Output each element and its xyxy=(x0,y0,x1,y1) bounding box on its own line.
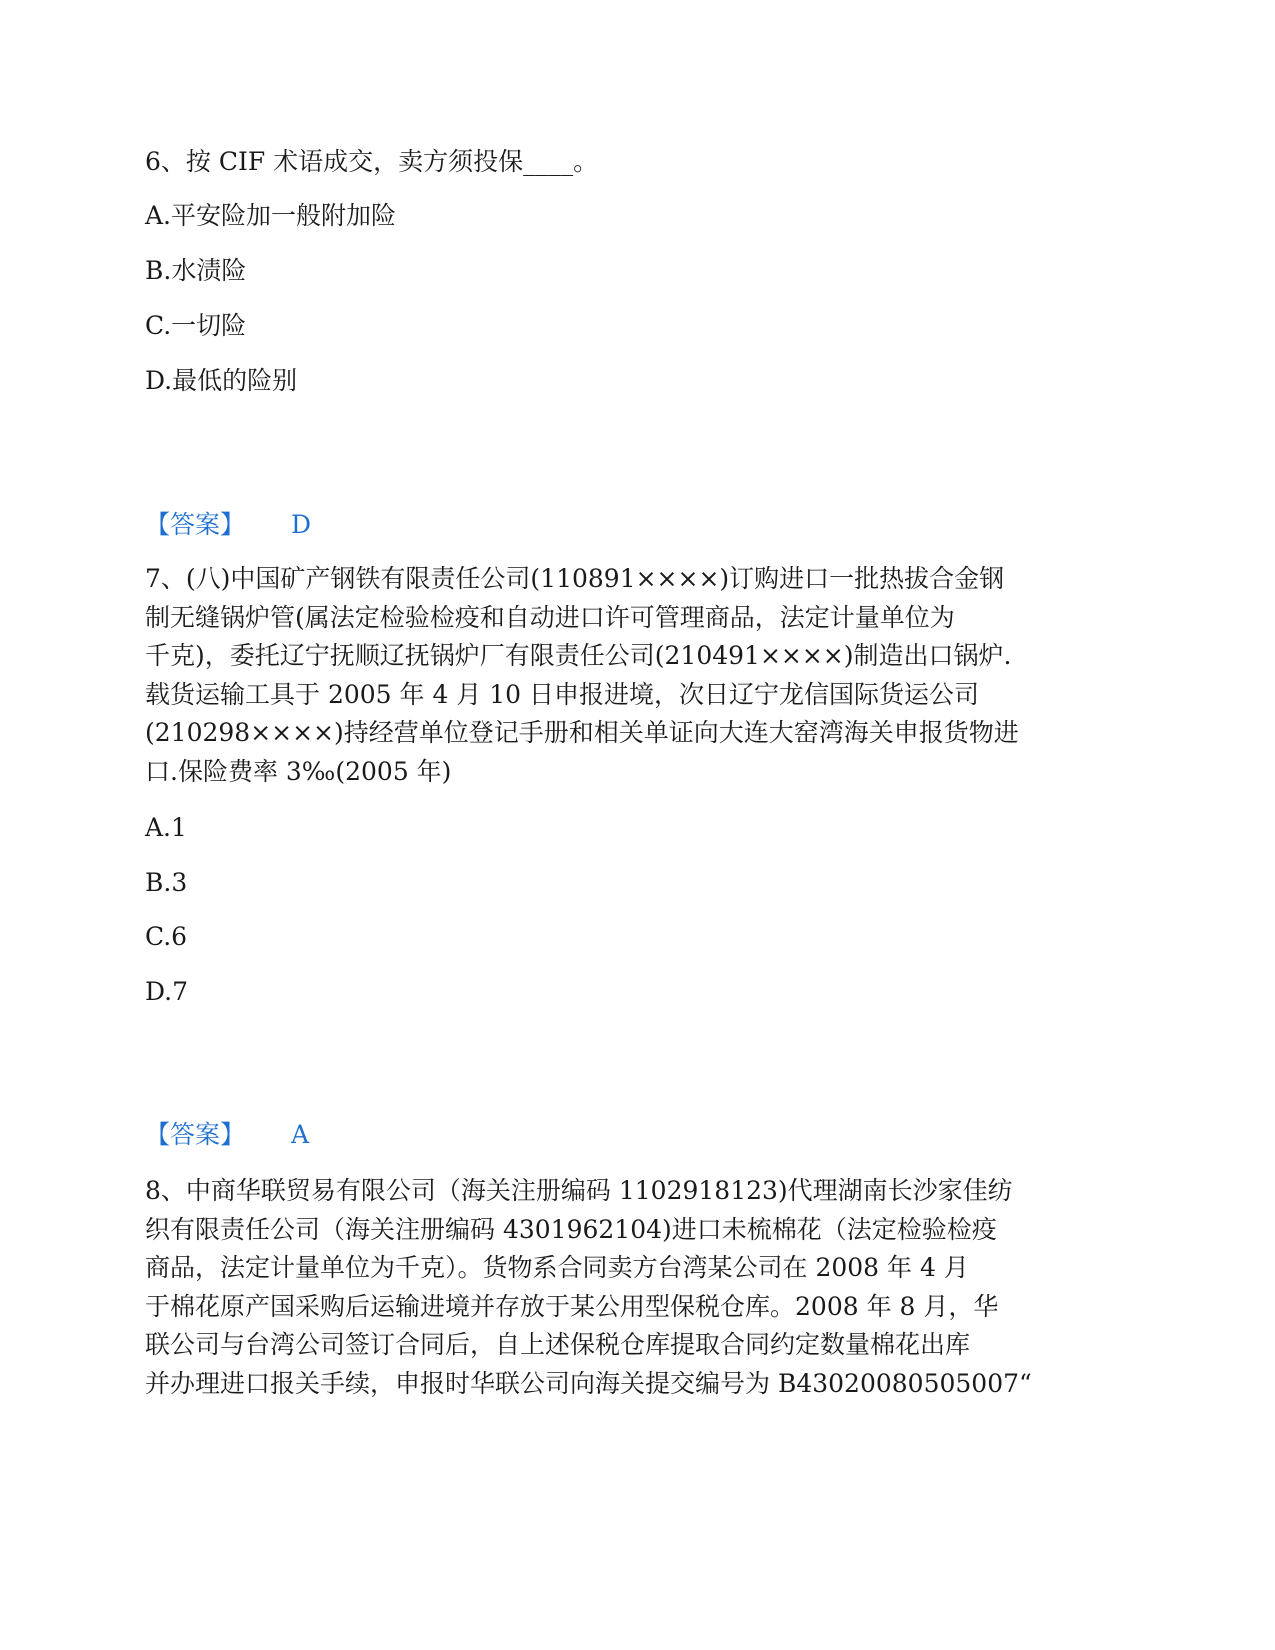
question-6-option-d: D.最低的险别 xyxy=(145,366,298,395)
question-7-option-b: B.3 xyxy=(145,868,188,897)
answer-6-value: D xyxy=(291,510,312,539)
answer-7-value: A xyxy=(291,1120,310,1149)
question-8-line: 8、中商华联贸易有限公司（海关注册编码 1102918123)代理湖南长沙家佳纺 xyxy=(145,1176,1013,1205)
answer-6-tag: 【答案】 xyxy=(145,510,246,539)
question-8-line: 商品，法定计量单位为千克）。货物系合同卖方台湾某公司在 2008 年 4 月 xyxy=(145,1253,969,1282)
question-7-stem xyxy=(145,560,1105,791)
question-8-line: 于棉花原产国采购后运输进境并存放于某公用型保税仓库。2008 年 8 月，华 xyxy=(145,1291,999,1321)
question-7-line: 载货运输工具于 2005 年 4 月 10 日申报进境，次日辽宁龙信国际货运公司 xyxy=(145,679,980,709)
question-7-line: 7、(八)中国矿产钢铁有限责任公司(110891××××)订购进口一批热拔合金钢 xyxy=(145,564,1005,593)
question-7-line: (210298××××)持经营单位登记手册和相关单证向大连大窑湾海关申报货物进 xyxy=(145,718,1019,747)
question-8-stem xyxy=(145,1172,1105,1403)
question-8-line: 并办理进口报关手续，申报时华联公司向海关提交编号为 B43020080505007“ xyxy=(145,1368,1032,1398)
answer-6 xyxy=(145,508,311,542)
question-8-line: 联公司与台湾公司签订合同后，自上述保税仓库提取合同约定数量棉花出库 xyxy=(145,1330,971,1359)
question-7-line: 制无缝锅炉管(属法定检验检疫和自动进口许可管理商品，法定计量单位为 xyxy=(145,602,955,632)
question-7-line: 千克)，委托辽宁抚顺辽抚锅炉厂有限责任公司(210491××××)制造出口锅炉. xyxy=(145,641,1012,670)
question-7-line: 口.保险费率 3‰(2005 年) xyxy=(145,756,452,786)
question-6-option-a: A.平安险加一般附加险 xyxy=(145,201,397,230)
question-7-option-c: C.6 xyxy=(145,922,188,951)
question-8-line: 织有限责任公司（海关注册编码 4301962104)进口未梳棉花（法定检验检疫 xyxy=(145,1214,997,1244)
question-7-option-a: A.1 xyxy=(145,813,187,842)
question-7-option-d: D.7 xyxy=(145,977,189,1006)
answer-7 xyxy=(145,1118,309,1152)
answer-7-tag: 【答案】 xyxy=(145,1120,246,1149)
question-6-option-c: C.一切险 xyxy=(145,311,247,340)
question-6-stem: 6、按 CIF 术语成交，卖方须投保____。 xyxy=(145,147,599,176)
question-6-option-b: B.水渍险 xyxy=(145,256,247,285)
